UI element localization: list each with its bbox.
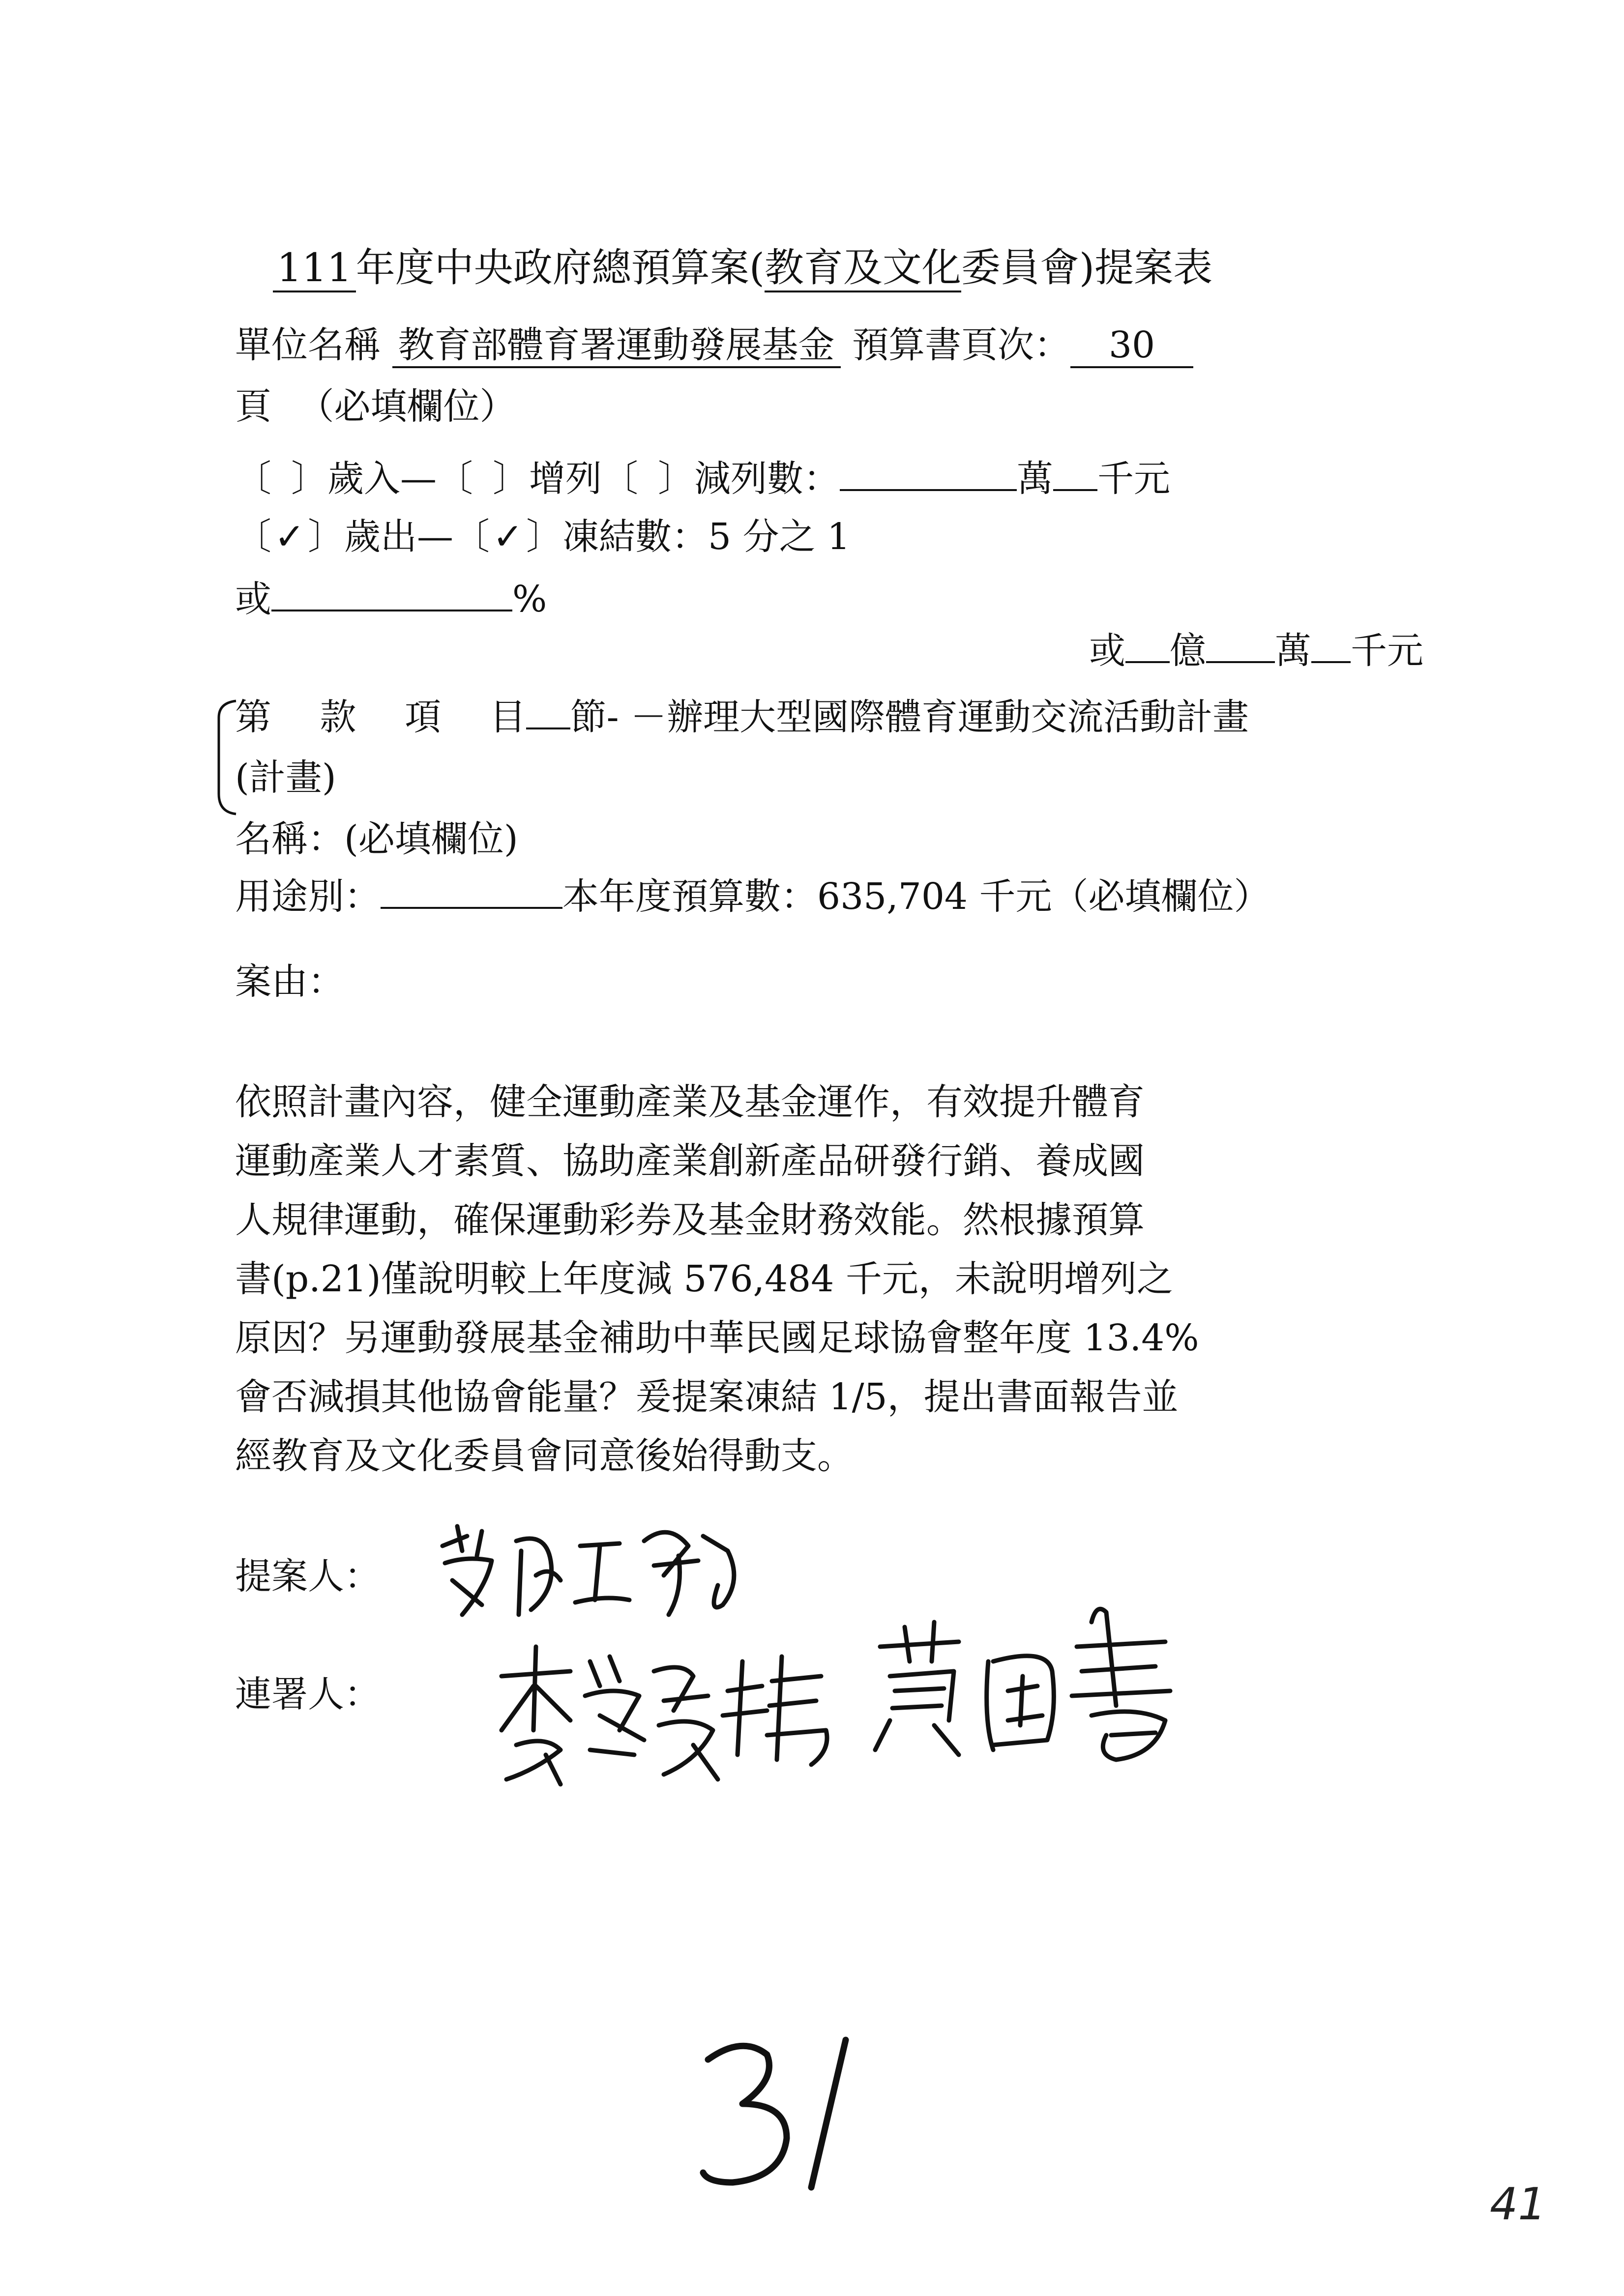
expense-label: 歲出—	[344, 516, 454, 558]
page-suffix: 頁	[235, 385, 271, 428]
page-suffix-line	[235, 385, 516, 428]
di-label: 第	[235, 696, 271, 738]
checkbox-open: 〔	[453, 516, 490, 558]
qian-label: 千元	[1097, 458, 1170, 500]
decrease-label: 減列數：	[694, 458, 840, 500]
unit-label: 單位名稱	[235, 324, 381, 366]
or-amount-line	[1089, 630, 1423, 672]
budget-amount: 本年度預算數：635,704 千元（必填欄位）	[562, 875, 1270, 918]
reason-label: 案由：	[235, 960, 344, 1003]
proposer-signature	[433, 1516, 787, 1649]
wan-blank	[1206, 632, 1275, 663]
mu-label: 目	[489, 696, 526, 738]
revenue-label: 歲入—	[327, 458, 437, 500]
name-line	[235, 818, 518, 860]
checkbox-open: 〔	[235, 458, 271, 500]
plan-line	[235, 756, 336, 799]
or-label: 或	[235, 578, 271, 620]
body-line-1: 依照計畫內容，健全運動產業及基金運作，有效提升體育	[235, 1081, 1145, 1123]
jie-label: 節-	[570, 696, 619, 738]
usage-blank	[381, 877, 562, 909]
checkbox-close: 〕	[526, 516, 563, 558]
body-line-6: 會否減損其他協會能量？爰提案凍結 1/5，提出書面報告並	[235, 1376, 1179, 1418]
committee-name: 教育及文化	[765, 248, 961, 292]
body-line-7: 經教育及文化委員會同意後始得動支。	[235, 1435, 854, 1477]
unit-line	[235, 324, 1193, 368]
name-label: 名稱：(必填欄位)	[235, 818, 518, 860]
yi-label: 億	[1170, 630, 1206, 672]
or-percent-line	[235, 578, 547, 620]
budget-page-number: 30	[1070, 327, 1193, 368]
yi-blank	[1125, 632, 1170, 663]
kuan-label: 款	[320, 696, 356, 738]
body-line-3: 人規律運動，確保運動彩券及基金財務效能。然根據預算	[235, 1199, 1145, 1241]
fiscal-year: 111	[273, 248, 356, 292]
form-title	[273, 245, 1213, 292]
checkbox-close: 〕	[291, 458, 327, 500]
item-line	[235, 696, 1249, 738]
title-part2: 委員會)提案表	[961, 245, 1213, 291]
checkbox-close: 〕	[308, 516, 345, 558]
increase-label: 增列	[529, 458, 602, 500]
check-mark-icon: ✓	[274, 516, 305, 558]
percent-sign: %	[512, 578, 547, 620]
checkbox-close: 〕	[493, 458, 529, 500]
project-name: －辦理大型國際體育運動交流活動計畫	[630, 696, 1249, 738]
bracket-mark	[209, 698, 238, 816]
usage-line	[235, 875, 1270, 918]
body-line-4: 書(p.21)僅說明較上年度減 576,484 千元，未說明增列之	[235, 1258, 1173, 1300]
checkbox-open: 〔	[437, 458, 473, 500]
plan-label: (計畫)	[235, 756, 336, 799]
decrease-amount-blank	[840, 460, 1017, 491]
page-label: 預算書頁次：	[852, 324, 1071, 366]
usage-label: 用途別：	[235, 875, 381, 918]
mu-blank	[526, 698, 570, 729]
proposer-label: 提案人：	[235, 1555, 381, 1598]
cosigner-signature-1	[487, 1632, 851, 1794]
revenue-line	[235, 458, 1170, 500]
handwritten-number	[688, 2025, 865, 2202]
checkbox-close: 〕	[658, 458, 694, 500]
xiang-label: 項	[405, 696, 442, 738]
page-number: 41	[1490, 2179, 1546, 2230]
title-part1: 年度中央政府總預算案(	[355, 245, 765, 291]
or-label: 或	[1089, 630, 1125, 672]
expense-line	[235, 516, 851, 558]
cosigner-signature-2	[860, 1593, 1214, 1779]
cosigner-label: 連署人：	[235, 1673, 381, 1715]
qian-blank	[1311, 632, 1351, 663]
body-line-2: 運動產業人才素質、協助產業創新產品研發行銷、養成國	[235, 1140, 1145, 1182]
required-note: （必填欄位）	[297, 385, 516, 428]
qian-label: 千元	[1351, 630, 1423, 672]
body-line-5: 原因？另運動發展基金補助中華民國足球協會整年度 13.4%	[235, 1317, 1199, 1359]
wan-label: 萬	[1275, 630, 1311, 672]
unit-name: 教育部體育署運動發展基金	[392, 327, 841, 368]
wan-blank	[1053, 460, 1097, 491]
wan-label: 萬	[1017, 458, 1053, 500]
freeze-amount: 凍結數：5 分之 1	[562, 516, 851, 558]
checkbox-open: 〔	[602, 458, 638, 500]
check-mark-icon: ✓	[493, 516, 524, 558]
percent-blank	[271, 580, 512, 611]
checkbox-open: 〔	[235, 516, 271, 558]
